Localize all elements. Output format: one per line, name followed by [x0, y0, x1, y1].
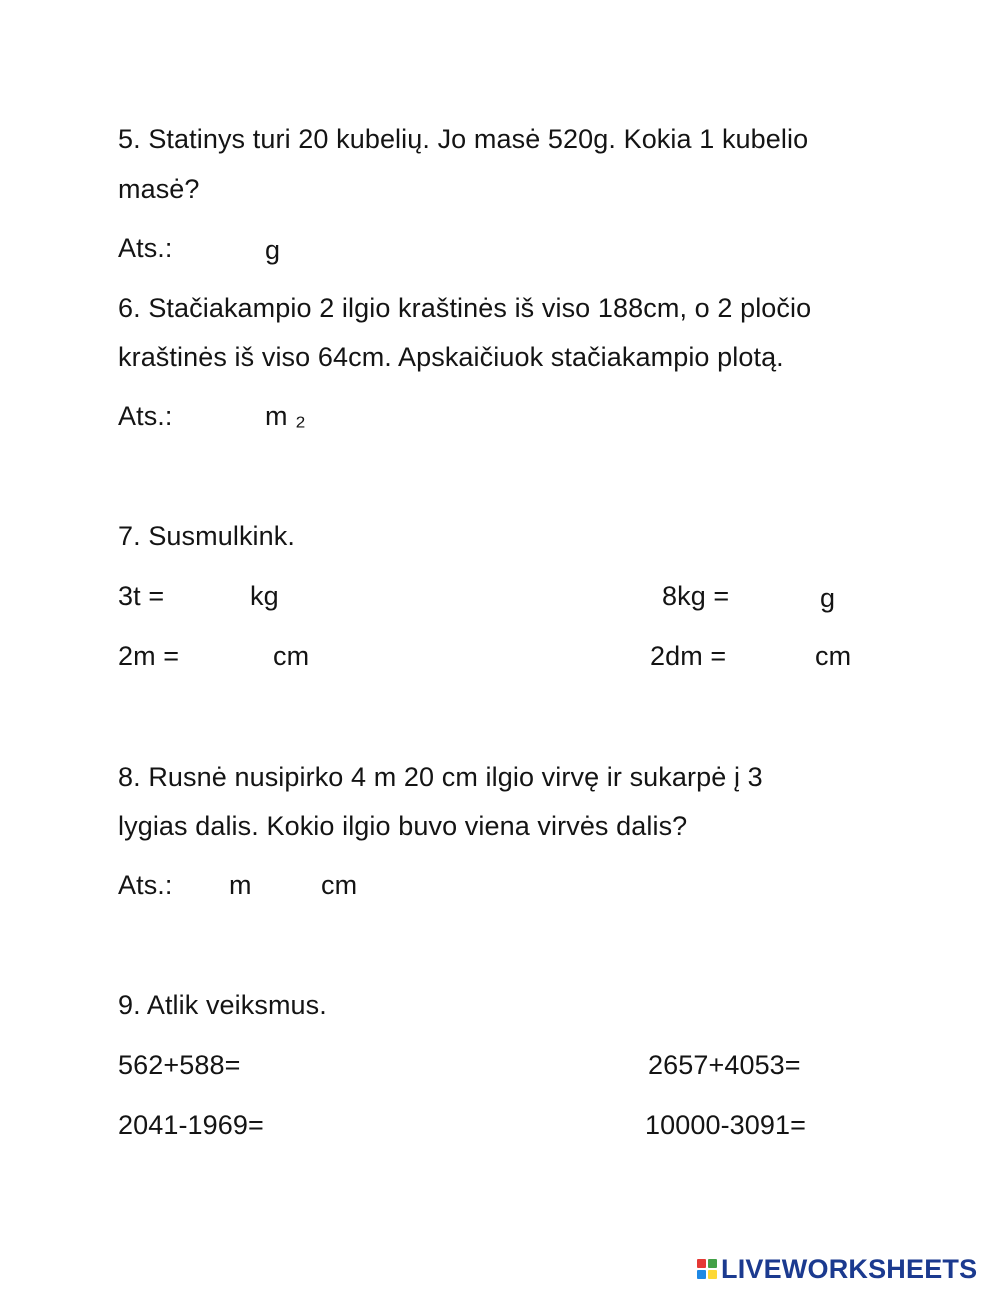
liveworksheets-logo-icon	[697, 1259, 717, 1279]
q8-text-line2: lygias dalis. Kokio ilgio buvo viena virvės dalis?	[118, 811, 688, 841]
q5-answer-input[interactable]	[186, 230, 260, 266]
q7-r1-right-input[interactable]	[740, 578, 816, 614]
q5-answer-label: Ats.:	[118, 233, 173, 263]
logo-square-yellow	[708, 1270, 717, 1279]
liveworksheets-logo	[697, 1253, 977, 1285]
logo-square-red	[697, 1259, 706, 1268]
q7-r1-right-expr: 8kg =	[662, 581, 730, 611]
q7-r2-right-input[interactable]	[740, 638, 810, 674]
q6-text-line1: 6. Stačiakampio 2 ilgio kraštinės iš viso 188cm, o 2 pločio	[118, 293, 812, 323]
q7-r2-left-input[interactable]	[190, 638, 268, 674]
q8-answer-unit-m: m	[229, 870, 252, 900]
q5-text-line1: 5. Statinys turi 20 kubelių. Jo masė 520g. Kokia 1 kubelio	[118, 124, 809, 154]
q7-r2-right-expr: 2dm =	[650, 641, 727, 671]
q8-answer-label: Ats.:	[118, 870, 173, 900]
q9-expr-1: 562+588=	[118, 1050, 241, 1080]
q8-answer-unit-cm: cm	[321, 870, 358, 900]
q7-r2-left-expr: 2m =	[118, 641, 180, 671]
q6-answer-label: Ats.:	[118, 401, 173, 431]
q9-title: 9. Atlik veiksmus.	[118, 990, 327, 1020]
q6-answer-input[interactable]	[186, 398, 260, 434]
q9-answer-1-input[interactable]	[252, 1047, 372, 1083]
q6-text-line2: kraštinės iš viso 64cm. Apskaičiuok stačiakampio plotą.	[118, 342, 784, 372]
q9-answer-3-input[interactable]	[280, 1107, 400, 1143]
q8-answer-meters-input[interactable]	[184, 867, 224, 903]
q5-text-line2: masė?	[118, 174, 200, 204]
q7-r2-left-unit: cm	[273, 641, 310, 671]
logo-square-green	[708, 1259, 717, 1268]
q7-r1-left-input[interactable]	[176, 578, 246, 614]
liveworksheets-logo-text: LIVEWORKSHEETS	[721, 1253, 978, 1284]
q9-expr-4: 10000-3091=	[645, 1110, 807, 1140]
q7-r1-right-unit: g	[820, 583, 836, 613]
q7-r2-right-unit: cm	[815, 641, 852, 671]
q9-expr-2: 2657+4053=	[648, 1050, 801, 1080]
q8-text-line1: 8. Rusnė nusipirko 4 m 20 cm ilgio virvę ir sukarpė į 3	[118, 762, 763, 792]
logo-square-blue	[697, 1270, 706, 1279]
q9-expr-3: 2041-1969=	[118, 1110, 264, 1140]
q7-r1-left-unit: kg	[250, 581, 279, 611]
q8-answer-cm-input[interactable]	[257, 867, 317, 903]
q5-answer-unit: g	[265, 235, 281, 265]
q9-answer-4-input[interactable]	[822, 1107, 942, 1143]
q9-answer-2-input[interactable]	[816, 1047, 936, 1083]
q6-answer-unit: m ₂	[265, 401, 306, 431]
q7-r1-left-expr: 3t =	[118, 581, 165, 611]
q7-title: 7. Susmulkink.	[118, 521, 295, 551]
